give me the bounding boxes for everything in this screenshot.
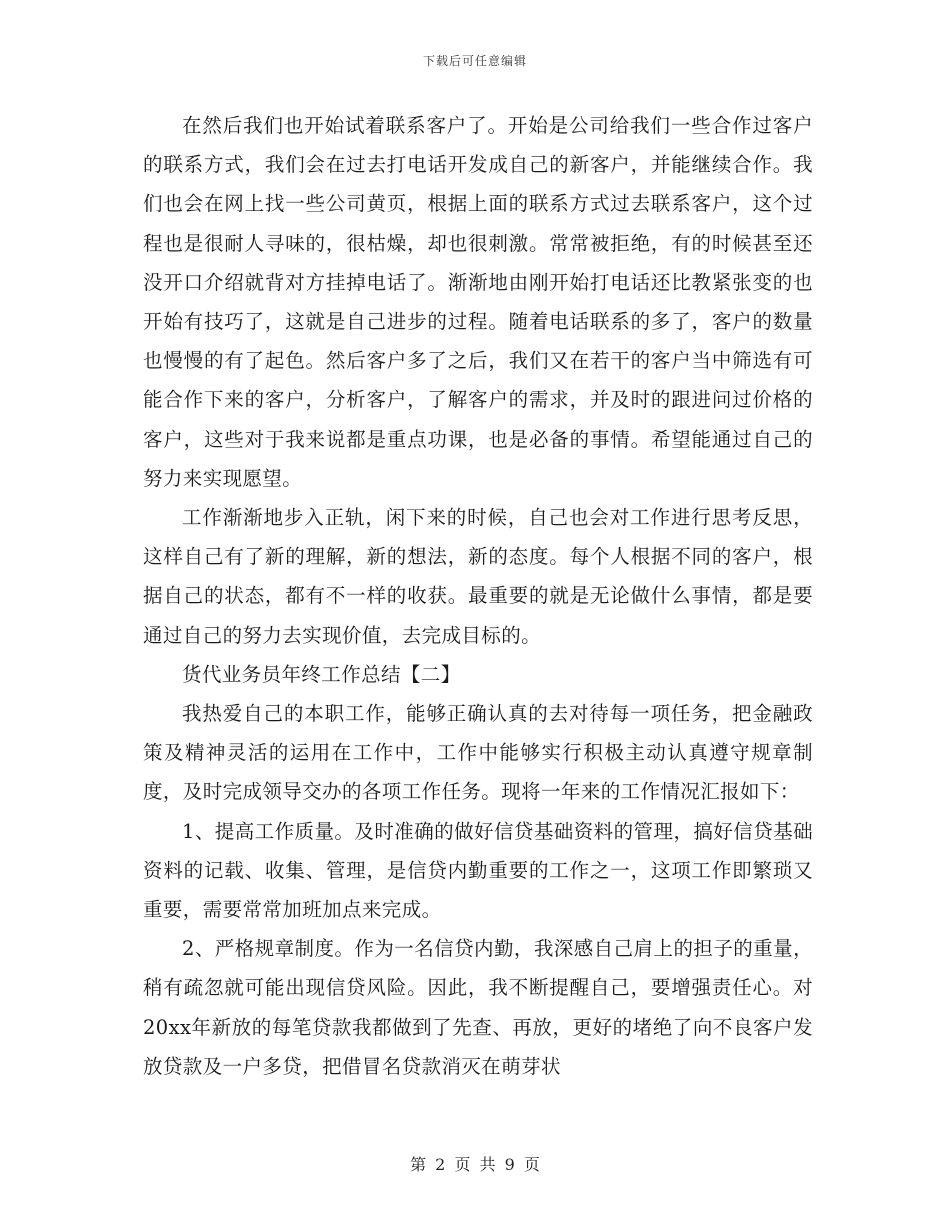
paragraph-2: 工作渐渐地步入正轨，闲下来的时候，自己也会对工作进行思考反思，这样自己有了新的理解，新的想法，新的态度。每个人根据不同的客户，根据自己的状态，都有不一样的收获。最重要的就是无论做什么事情，都是要通过自己的努力去实现价值，去完成目标的。 [143, 506, 813, 647]
page-number: 第 2 页 共 9 页 [410, 1155, 540, 1174]
document-body [143, 106, 813, 1086]
section-heading: 货代业务员年终工作总结【二】 [182, 662, 461, 686]
page-header: 下载后可任意编辑 [422, 54, 527, 68]
paragraph-1: 在然后我们也开始试着联系客户了。开始是公司给我们一些合作过客户的联系方式，我们会在过去打电话开发成自己的新客户，并能继续合作。我们也会在网上找一些公司黄页，根据上面的联系方式过去联系客户，这个过程也是很耐人寻味的，很枯燥，却也很刺激。常常被拒绝，有的时候甚至还没开口介绍就背对方挂掉电话了。渐渐地由刚开始打电话还比教紧张变的也开始有技巧了，这就是自己进步的过程。随着电话联系的多了，客户的数量也慢慢的有了起色。然后客户多了之后，我们又在若干的客户当中筛选有可能合作下来的客户，分析客户，了解客户的需求，并及时的跟进问过价格的客户，这些对于我来说都是重点功课，也是必备的事情。希望能通过自己的努力来实现愿望。 [143, 114, 813, 490]
paragraph-4: 1、提高工作质量。及时准确的做好信贷基础资料的管理，搞好信贷基础资料的记载、收集、管理，是信贷内勤重要的工作之一，这项工作即繁琐又重要，需要常常加班加点来完成。 [143, 819, 813, 922]
paragraph-3: 我热爱自己的本职工作，能够正确认真的去对待每一项任务，把金融政策及精神灵活的运用在工作中，工作中能够实行积极主动认真遵守规章制度，及时完成领导交办的各项工作任务。现将一年来的工作情况汇报如下： [143, 702, 813, 804]
paragraph-5: 2、严格规章制度。作为一名信贷内勤，我深感自己肩上的担子的重量，稍有疏忽就可能出现信贷风险。因此，我不断提醒自己，要增强责任心。对20xx年新放的每笔贷款我都做到了先查、再放，更好的堵绝了向不良客户发放贷款及一户多贷，把借冒名贷款消灭在萌芽状 [143, 937, 813, 1078]
